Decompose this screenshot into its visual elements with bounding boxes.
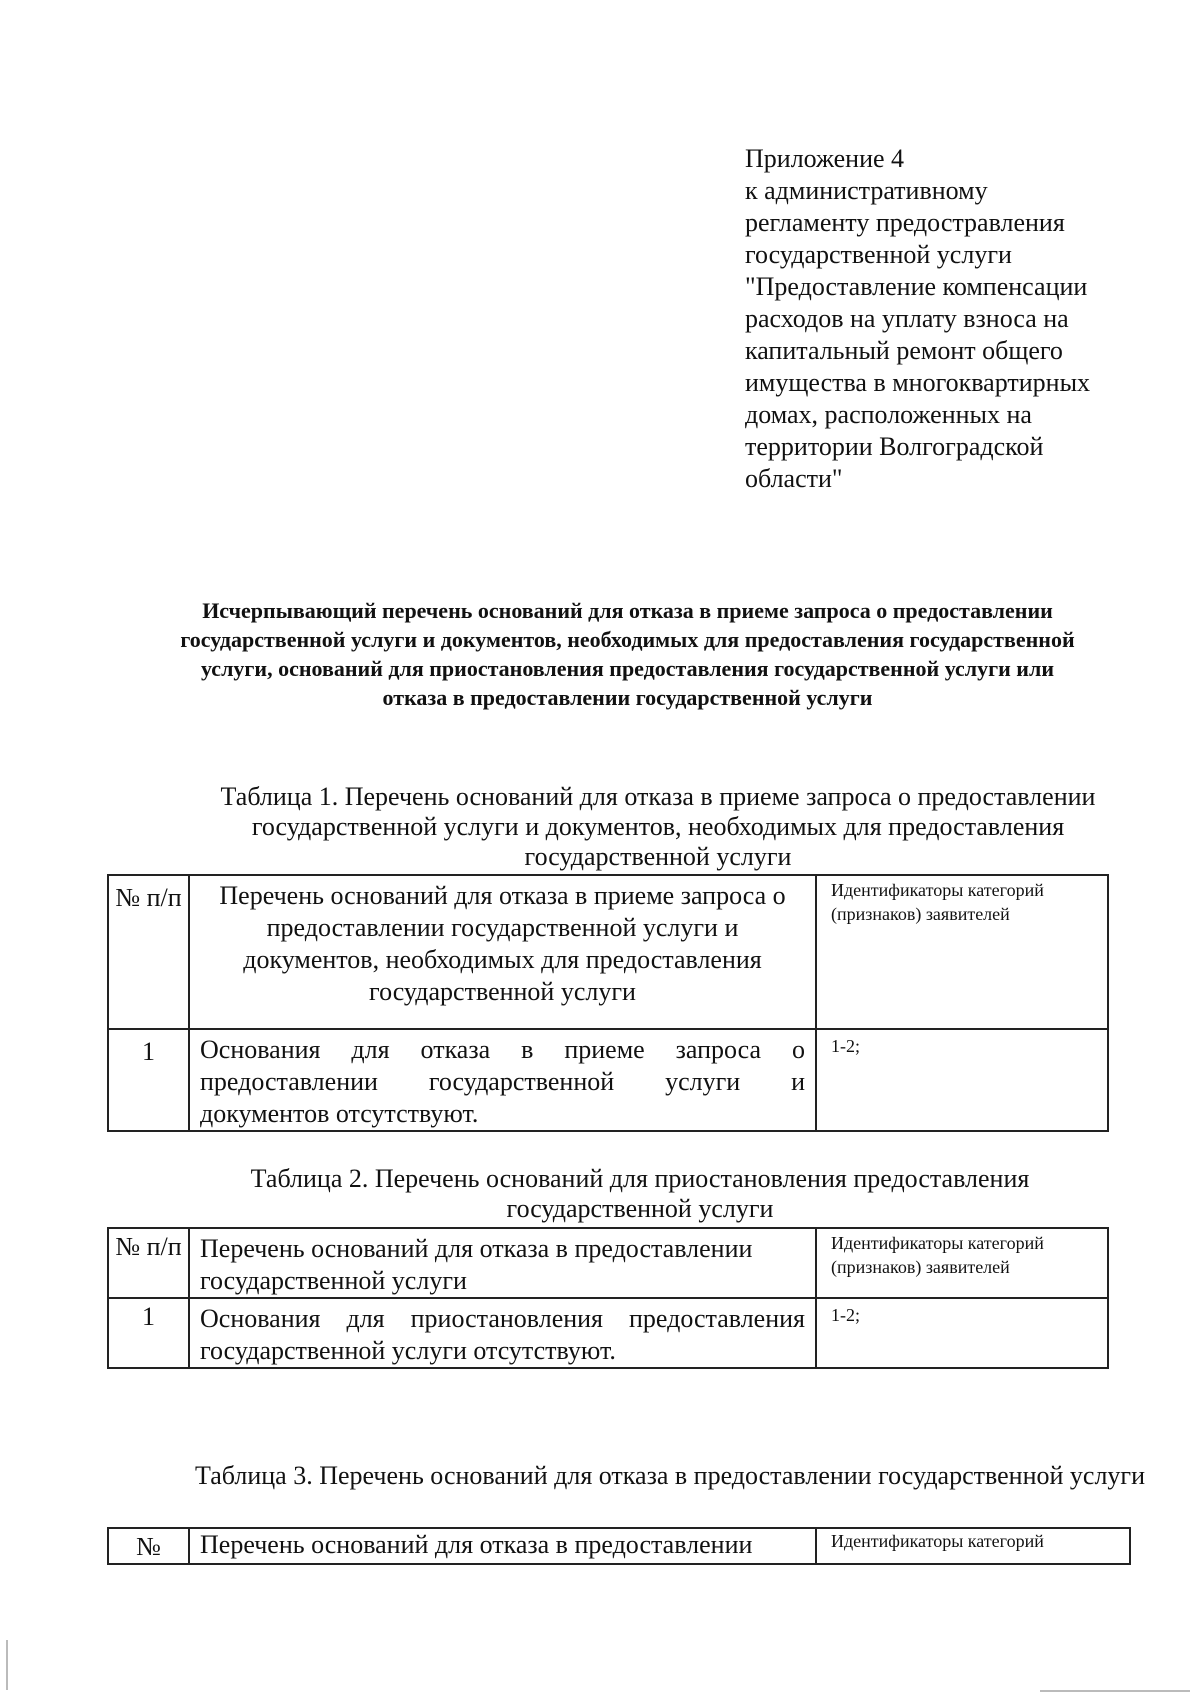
scan-edge-mark — [1040, 1690, 1190, 1692]
table2-row1-ids: 1-2; — [816, 1298, 1108, 1368]
document-title: Исчерпывающий перечень оснований для отказа в приеме запроса о предоставлении государственной услуги и документов, необходимых для предоставления государственной услуги, оснований для приостановления предоставления государственной услуги или отказа в предоставлении государственной услуги — [180, 598, 1075, 710]
table3-caption: Таблица 3. Перечень оснований для отказа в предоставлении государственной услуги — [195, 1461, 1145, 1490]
table3-header-ids: Идентификаторы категорий — [816, 1528, 1130, 1564]
table1-row1-num: 1 — [108, 1029, 189, 1131]
table1-header-text: Перечень оснований для отказа в приеме запроса о предоставлении государственной услуги и документов, необходимых для предоставления государственной услуги — [189, 875, 816, 1029]
table-row — [108, 1029, 1108, 1131]
table2-header-row — [108, 1228, 1108, 1298]
table3-header-text: Перечень оснований для отказа в предоставлении — [189, 1528, 816, 1564]
table3 — [107, 1527, 1131, 1565]
table1 — [107, 874, 1109, 1132]
table1-caption: Таблица 1. Перечень оснований для отказа в приеме запроса о предоставлении государственной услуги и документов, необходимых для предоставления государственной услуги — [220, 782, 1096, 871]
table-row — [108, 1298, 1108, 1368]
table1-header-num: № п/п — [108, 875, 189, 1029]
table3-header-num: № — [108, 1528, 189, 1564]
table1-row1-ids: 1-2; — [816, 1029, 1108, 1131]
table2-header-num: № п/п — [108, 1228, 189, 1298]
table2-header-text: Перечень оснований для отказа в предоставлении государственной услуги — [189, 1228, 816, 1298]
table2-row1-text: Основания для приостановления предоставления государственной услуги отсутствуют. — [189, 1298, 816, 1368]
table1-header-row — [108, 875, 1108, 1029]
appendix-note: Приложение 4 к административному регламенту предостравления государственной услуги "Предоставление компенсации расходов на уплату взноса на капитальный ремонт общего имущества в многоквартирных домах, расположенных на территории Волгоградской области" — [745, 144, 1091, 493]
table3-header-row — [108, 1528, 1130, 1564]
table2 — [107, 1227, 1109, 1369]
table1-row1-text: Основания для отказа в приеме запроса о предоставлении государственной услуги и документов отсутствуют. — [189, 1029, 816, 1131]
table1-header-ids: Идентификаторы категорий (признаков) заявителей — [816, 875, 1108, 1029]
scan-edge-mark — [6, 1640, 8, 1690]
table2-row1-num: 1 — [108, 1298, 189, 1368]
table2-header-ids: Идентификаторы категорий (признаков) заявителей — [816, 1228, 1108, 1298]
table2-caption: Таблица 2. Перечень оснований для приостановления предоставления государственной услуги — [250, 1164, 1030, 1223]
